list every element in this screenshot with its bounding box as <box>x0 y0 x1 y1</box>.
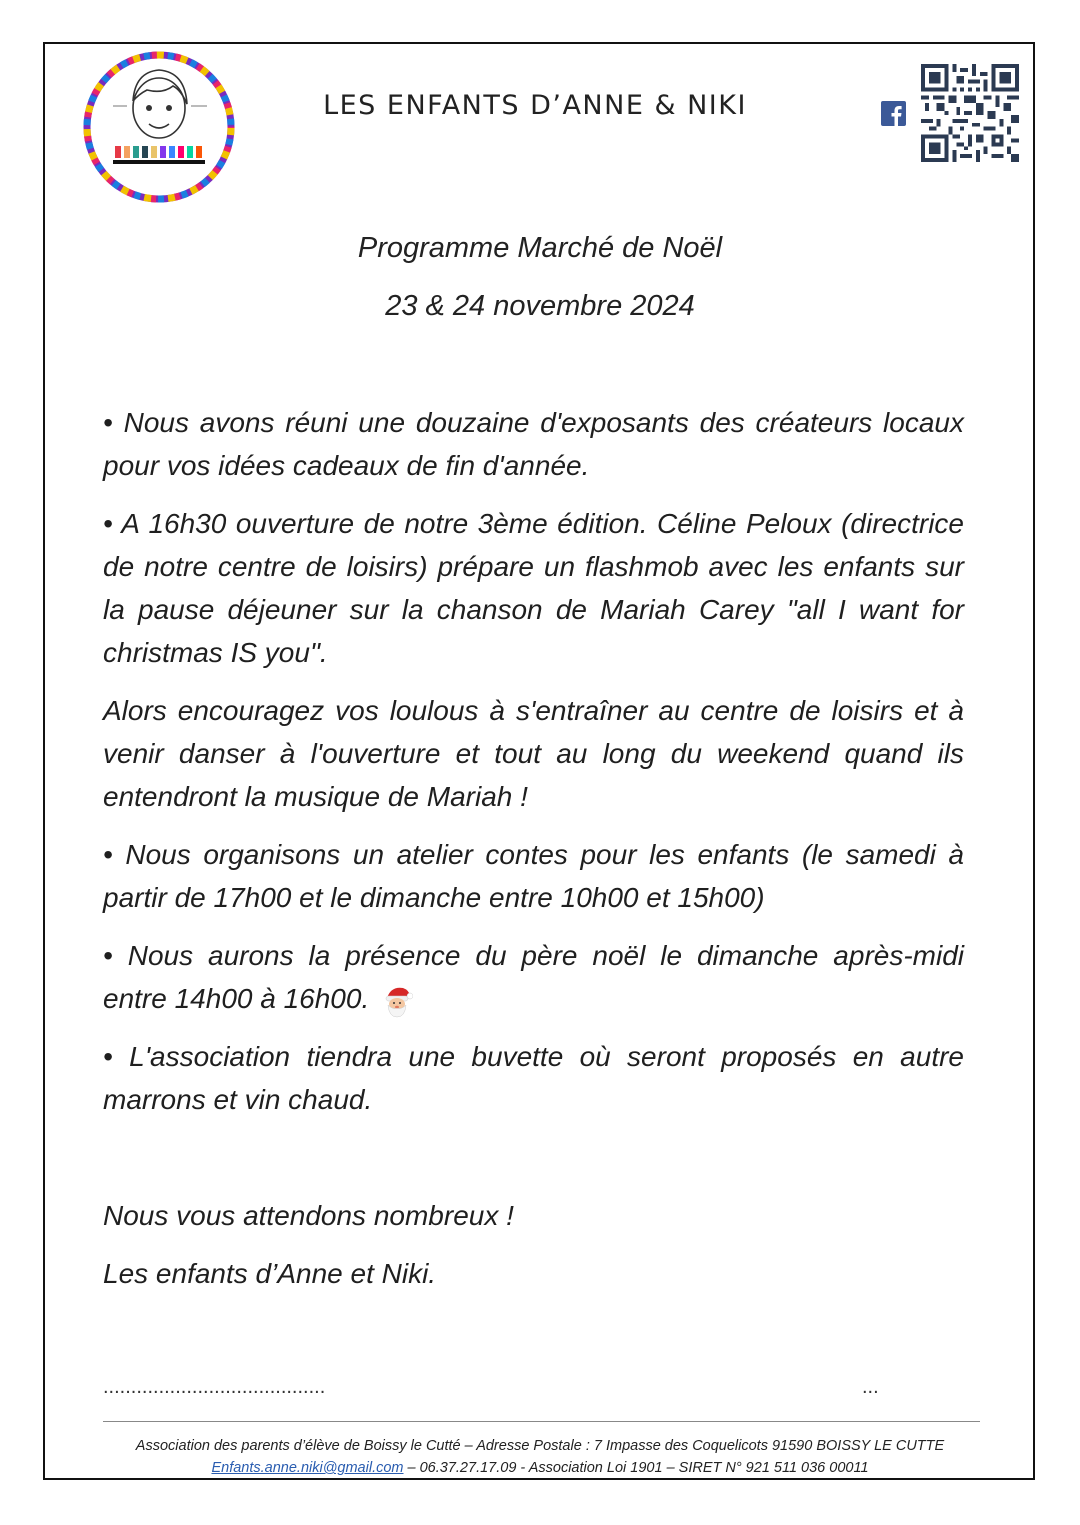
paragraph-santa-presence <box>103 934 964 1020</box>
paragraph-exhibitors: • Nous avons réuni une douzaine d'exposants des créateurs locaux pour vos idées cadeaux de fin d'année. <box>103 407 964 481</box>
event-dates: 23 & 24 novembre 2024 <box>385 290 695 322</box>
footer-divider <box>103 1421 980 1422</box>
footer-address: Association des parents d’élève de Boissy le Cutté – Adresse Postale : 7 Impasse des Coquelicots 91590 BOISSY LE CUTTE <box>135 1438 945 1454</box>
program-body <box>103 401 964 1136</box>
signature-dots-left: ........................................ <box>103 1376 326 1398</box>
program-title: Programme Marché de Noël <box>357 232 723 264</box>
paragraph-encouragement: Alors encouragez vos loulous à s'entraîner au centre de loisirs et à venir danser à l'ouverture et tout au long du weekend quand ils entendront la musique de Mariah ! <box>103 695 964 812</box>
santa-text: • Nous aurons la présence du père noël le dimanche après-midi entre 14h00 à 16h00. <box>103 940 964 1014</box>
paragraph-flashmob: • A 16h30 ouverture de notre 3ème édition. Céline Peloux (directrice de notre centre de loisirs) prépare un flashmob avec les enfants sur la pause déjeuner sur la chanson de Mariah Carey "all I want for christmas IS you". <box>103 508 964 668</box>
qr-code-icon[interactable] <box>920 64 1020 162</box>
paragraph-refreshments: • L'association tiendra une buvette où seront proposés en autre marrons et vin chaud. <box>103 1041 964 1115</box>
signature-line: Les enfants d’Anne et Niki. <box>103 1258 437 1289</box>
footer-contact-details: – 06.37.27.17.09 - Association Loi 1901 – SIRET N° 921 511 036 00011 <box>403 1460 869 1476</box>
closing-line: Nous vous attendons nombreux ! <box>103 1200 514 1231</box>
signature-dots-right: ... <box>862 1376 879 1398</box>
organization-name: LES ENFANTS D’ANNE & NIKI <box>323 90 747 121</box>
paragraph-storytelling: • Nous organisons un atelier contes pour les enfants (le samedi à partir de 17h00 et le dimanche entre 10h00 et 15h00) <box>103 839 964 913</box>
association-logo-icon <box>83 46 235 208</box>
santa-claus-icon <box>381 984 413 1018</box>
footer-contact <box>60 1460 1020 1476</box>
email-link[interactable]: Enfants.anne.niki@gmail.com <box>211 1460 404 1476</box>
facebook-icon[interactable] <box>881 101 906 126</box>
